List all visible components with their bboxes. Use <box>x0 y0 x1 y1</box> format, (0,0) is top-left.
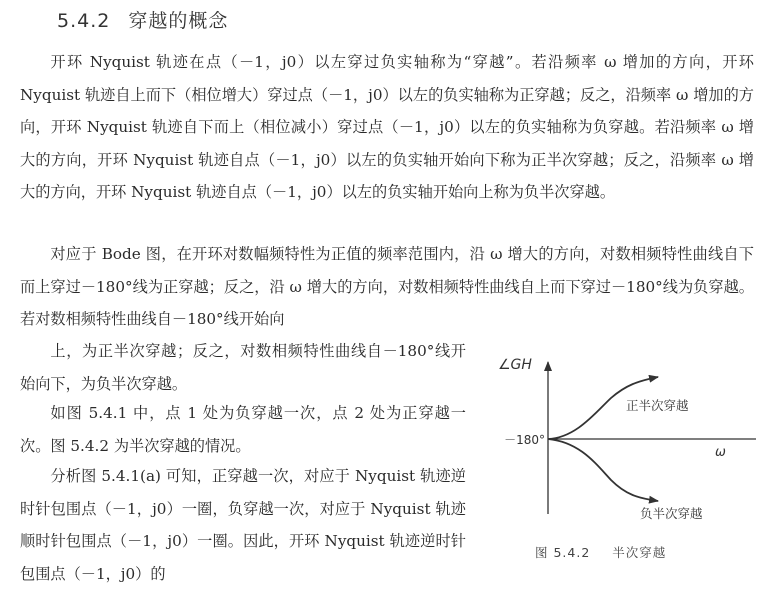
section-heading <box>57 6 228 33</box>
paragraph-crossing-definition: 开环 Nyquist 轨迹在点（－1，j0）以左穿过负实轴称为“穿越”。若沿频率 ω 增加的方向，开环 Nyquist 轨迹自上而下（相位增大）穿过点（－1，j0）以左的负实轴称为正穿越；反之，沿频率 ω 增加的方向，开环 Nyquist 轨迹自下而上（相位减小）穿过点（－1，j0）以左的负实轴称为负穿越。若沿频率 ω 增大的方向，开环 Nyquist 轨迹自点（－1，j0）以左的负实轴开始向下称为正半次穿越；反之，沿频率 ω 增大的方向，开环 Nyquist 轨迹自点（－1，j0）以左的负实轴开始向上称为负半次穿越。 <box>20 53 754 201</box>
caption-number: 图 5.4.2 <box>535 545 591 560</box>
section-title: 穿越的概念 <box>128 10 229 32</box>
upper-curve-label: 正半次穿越 <box>626 398 689 413</box>
paragraph-figure-reference: 如图 5.4.1 中，点 1 处为负穿越一次，点 2 处为正穿越一次。图 5.4.2 为半次穿越的情况。 <box>20 404 466 455</box>
half-crossing-figure <box>478 352 763 567</box>
paragraph-analysis: 分析图 5.4.1(a) 可知，正穿越一次，对应于 Nyquist 轨迹逆时针包围点（－1，j0）一圈，负穿越一次，对应于 Nyquist 轨迹顺时针包围点（－1，j0）一圈。因此，开环 Nyquist 轨迹逆时针包围点（－1，j0）的 <box>20 467 466 583</box>
y-axis-label: ∠GH <box>498 357 532 373</box>
x-axis-label: ω <box>715 445 726 460</box>
caption-title: 半次穿越 <box>612 545 667 560</box>
neg180-label: －180° <box>504 433 545 447</box>
paragraph-half-crossing: 上，为正半次穿越；反之，对数相频特性曲线自－180°线开始向下，为负半次穿越。 <box>20 342 466 393</box>
section-number: 5.4.2 <box>57 10 111 32</box>
paragraph-bode-correspondence: 对应于 Bode 图，在开环对数幅频特性为正值的频率范围内，沿 ω 增大的方向，对数相频特性曲线自下而上穿过－180°线为正穿越；反之，沿 ω 增大的方向，对数相频特性曲线自上而下穿过－180°线为负穿越。若对数相频特性曲线自－180°线开始向 <box>20 245 754 328</box>
lower-curve <box>548 439 658 501</box>
half-crossing-diagram <box>478 352 763 567</box>
figure-caption <box>535 543 735 561</box>
lower-curve-label: 负半次穿越 <box>640 506 703 521</box>
